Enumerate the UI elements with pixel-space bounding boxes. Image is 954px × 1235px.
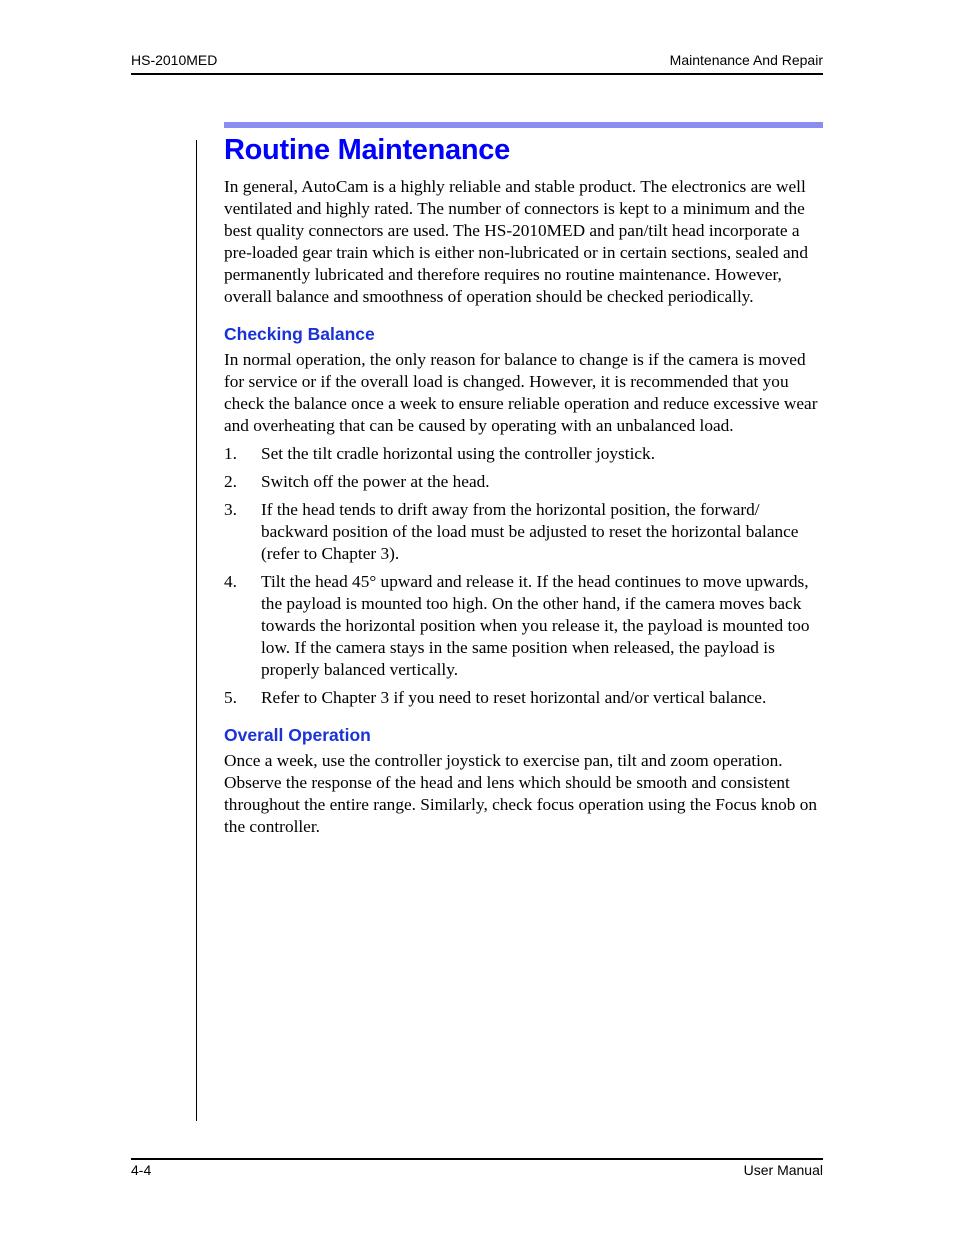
step-text: Switch off the power at the head. — [261, 472, 490, 491]
header-rule — [131, 73, 823, 75]
margin-rule — [196, 140, 197, 1121]
step-number: 3. — [224, 500, 237, 519]
page-title: Routine Maintenance — [224, 134, 510, 166]
list-item — [224, 687, 823, 709]
header-product-name: HS-2010MED — [131, 52, 218, 68]
step-text: Tilt the head 45° upward and release it. If the head continues to move upwards, the payload is mounted too high. On the other hand, if the camera moves back towards the horizontal position when you release it, the payload is mounted too low. If the camera stays in the same position when released, the payload is properly balanced vertically. — [261, 572, 810, 679]
step-number: 5. — [224, 688, 237, 707]
balance-steps-list — [224, 443, 823, 709]
title-bar — [224, 122, 823, 128]
step-number: 2. — [224, 472, 237, 491]
overall-operation-paragraph: Once a week, use the controller joystick to exercise pan, tilt and zoom operation. Observe the response of the head and lens which should be smooth and consistent throughout the entire range. Similarly, check focus operation using the Focus knob on the controller. — [224, 751, 818, 836]
step-text: If the head tends to drift away from the horizontal position, the forward/ backward position of the load must be adjusted to reset the horizontal balance (refer to Chapter 3). — [261, 500, 799, 563]
checking-balance-paragraph: In normal operation, the only reason for balance to change is if the camera is moved for service or if the overall load is changed. However, it is recommended that you check the balance once a week to ensure reliable operation and reduce excessive wear and overheating that can be caused by operating with an unbalanced load. — [224, 350, 818, 435]
step-text: Refer to Chapter 3 if you need to reset horizontal and/or vertical balance. — [261, 688, 767, 707]
list-item — [224, 499, 823, 565]
checking-balance-heading: Checking Balance — [224, 324, 375, 344]
page-content — [224, 132, 823, 838]
footer-rule — [131, 1158, 823, 1160]
overall-operation-heading: Overall Operation — [224, 725, 371, 745]
step-number: 1. — [224, 444, 237, 463]
intro-paragraph: In general, AutoCam is a highly reliable and stable product. The electronics are well ventilated and highly rated. The number of connectors is kept to a minimum and the best quality connectors are used. The HS-2010MED and pan/tilt head incorporate a pre-loaded gear train which is either non-lubricated or in certain sections, sealed and permanently lubricated and therefore requires no routine maintenance. However, overall balance and smoothness of operation should be checked periodically. — [224, 177, 808, 306]
footer-manual-name: User Manual — [743, 1162, 823, 1178]
list-item — [224, 571, 823, 681]
page-number: 4-4 — [131, 1162, 152, 1178]
step-text: Set the tilt cradle horizontal using the controller joystick. — [261, 444, 656, 463]
header-chapter-name: Maintenance And Repair — [669, 52, 823, 68]
list-item — [224, 443, 823, 465]
step-number: 4. — [224, 572, 237, 591]
list-item — [224, 471, 823, 493]
